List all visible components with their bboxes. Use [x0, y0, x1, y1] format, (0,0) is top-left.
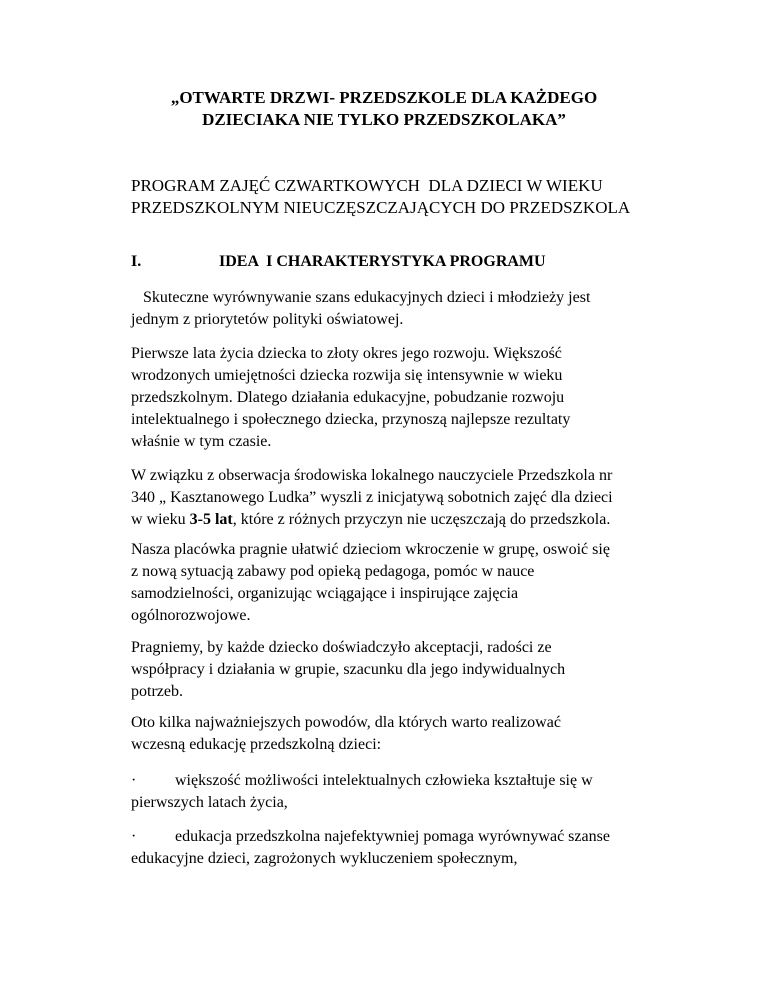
- bullet-line: [131, 770, 691, 792]
- bullet-item: [131, 770, 691, 814]
- subtitle-line: PROGRAM ZAJĘĆ CZWARTKOWYCH DLA DZIECI W WIEKU: [131, 176, 603, 195]
- paragraph-line: [131, 509, 681, 531]
- title-line: DZIECIAKA NIE TYLKO PRZEDSZKOLAKA”: [202, 110, 566, 129]
- paragraph-line: intelektualnego i społecznego dziecka, przynoszą najlepsze rezultaty: [131, 411, 571, 428]
- bullet-line: [131, 826, 691, 848]
- paragraph-4: [131, 539, 681, 627]
- bullet-item: [131, 826, 691, 870]
- paragraph-line: wczesną edukację przedszkolną dzieci:: [131, 736, 382, 753]
- paragraph-line: Pierwsze lata życia dziecka to złoty okres jego rozwoju. Większość: [131, 345, 562, 362]
- age-range-bold: 3-5 lat: [189, 511, 233, 528]
- paragraph-line: przedszkolnym. Dlatego działania edukacyjne, pobudzanie rozwoju: [131, 389, 565, 406]
- paragraph-line: z nową sytuacją zabawy pod opieką pedagoga, pomóc w nauce: [131, 563, 535, 580]
- subtitle-line: PRZEDSZKOLNYM NIEUCZĘSZCZAJĄCYCH DO PRZEDSZKOLA: [131, 198, 631, 217]
- paragraph-line: Skuteczne wyrównywanie szans edukacyjnych dzieci i młodzieży jest: [131, 289, 591, 306]
- paragraph-line: potrzeb.: [131, 683, 183, 700]
- bullet-line: pierwszych latach życia,: [131, 794, 288, 811]
- text-run: w wieku: [131, 511, 190, 528]
- paragraph-3: [131, 465, 681, 531]
- bullet-dot-icon: ·: [131, 828, 137, 845]
- program-subtitle: [131, 175, 731, 219]
- paragraph-line: ogólnorozwojowe.: [131, 607, 251, 624]
- paragraph-line: samodzielności, organizując wciągające i inspirujące zajęcia: [131, 585, 519, 602]
- section-number: I.: [131, 253, 142, 270]
- paragraph-line: Pragniemy, by każde dziecko doświadczyło akceptacji, radości ze: [131, 639, 552, 656]
- document-title: [0, 87, 768, 131]
- bullet-line: edukacyjne dzieci, zagrożonych wykluczeniem społecznym,: [131, 850, 518, 867]
- bullet-dot-icon: ·: [131, 772, 137, 789]
- paragraph-line: 340 „ Kasztanowego Ludka” wyszli z inicjatywą sobotnich zajęć dla dzieci: [131, 489, 613, 506]
- bullet-text: edukacja przedszkolna najefektywniej pomaga wyrównywać szanse: [175, 828, 610, 845]
- section-heading: [131, 251, 691, 273]
- paragraph-line: jednym z priorytetów polityki oświatowej.: [131, 311, 404, 328]
- bullet-text: większość możliwości intelektualnych człowieka kształtuje się w: [175, 772, 593, 789]
- paragraph-6: [131, 712, 681, 756]
- paragraph-2: [131, 343, 681, 453]
- paragraph-line: wrodzonych umiejętności dziecka rozwija się intensywnie w wieku: [131, 367, 563, 384]
- section-title: IDEA I CHARAKTERYSTYKA PROGRAMU: [219, 253, 546, 270]
- paragraph-line: współpracy i działania w grupie, szacunku dla jego indywidualnych: [131, 661, 566, 678]
- paragraph-5: [131, 637, 681, 703]
- text-run: , które z różnych przyczyn nie uczęszczają do przedszkola.: [232, 511, 611, 528]
- paragraph-1: [131, 287, 681, 331]
- paragraph-line: W związku z obserwacja środowiska lokalnego nauczyciele Przedszkola nr: [131, 467, 613, 484]
- paragraph-line: właśnie w tym czasie.: [131, 433, 272, 450]
- paragraph-line: Oto kilka najważniejszych powodów, dla których warto realizować: [131, 714, 561, 731]
- paragraph-line: Nasza placówka pragnie ułatwić dzieciom wkroczenie w grupę, oswoić się: [131, 541, 610, 558]
- title-line: „OTWARTE DRZWI- PRZEDSZKOLE DLA KAŻDEGO: [170, 88, 598, 107]
